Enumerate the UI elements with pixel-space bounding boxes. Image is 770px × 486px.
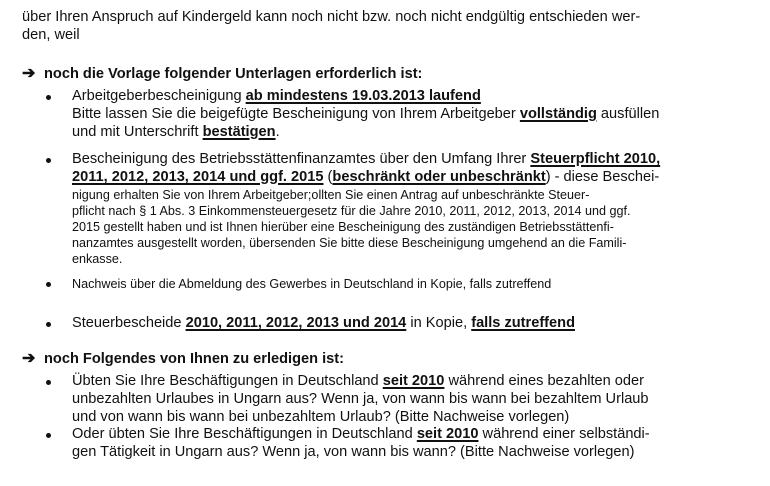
s1-b4-mid: in Kopie, [406, 315, 472, 331]
s1-b3-line: Nachweis über die Abmeldung des Gewerbes in Deutschland in Kopie, falls zutreffend [72, 277, 552, 291]
arrow-right-icon: ➔ [22, 350, 36, 367]
s1-b1-l3-post: . [275, 124, 280, 140]
s1-b2-line6: nanzamtes ausgestellt worden, übersenden Sie bitte diese Bescheinigung umgehend an die Famili- [72, 236, 627, 250]
s1-b1-line2 [72, 106, 659, 123]
s1-b2-line5: 2015 gestellt haben und ist Ihnen hierüber eine Bescheinigung des zuständigen Betriebsstättenfi- [72, 220, 614, 234]
s1-b4-highlight2: falls zutreffend [471, 315, 575, 331]
s1-b1-l3-highlight: bestätigen [202, 124, 276, 140]
s1-b2-l1-highlight: Steuerpflicht 2010, [530, 151, 661, 167]
s1-b4-text: Steuerbescheide [72, 315, 186, 331]
bullet-icon [46, 282, 51, 287]
s2-b1-l1-text: Übten Sie Ihre Beschäftigungen in Deutschland [72, 373, 383, 389]
bullet-icon [46, 322, 51, 327]
s1-b2-line2 [72, 169, 659, 186]
s1-b2-l2-highlight2: beschränkt oder unbeschränkt [332, 169, 546, 185]
s1-b1-l2-text: Bitte lassen Sie die beigefügte Bescheinigung von Ihrem Arbeitgeber [72, 106, 520, 122]
s1-b1-line3 [72, 124, 280, 141]
s2-b2-l1-highlight: seit 2010 [416, 426, 479, 442]
s1-b2-line1 [72, 151, 660, 168]
s1-b1-text: Arbeitgeberbescheinigung [72, 88, 246, 104]
s1-b1-highlight: ab mindestens 19.03.2013 laufend [245, 88, 481, 104]
s1-b2-l2-post: ) - diese Beschei- [545, 169, 660, 185]
s1-b2-l2-highlight1: 2011, 2012, 2013, 2014 und ggf. 2015 [72, 169, 324, 185]
s1-b1-line1 [72, 88, 481, 105]
section2-heading: noch Folgendes von Ihnen zu erledigen ist: [44, 351, 345, 367]
s1-b4-highlight1: 2010, 2011, 2012, 2013 und 2014 [185, 315, 407, 331]
s1-b1-l2-post: ausfüllen [596, 106, 660, 122]
s2-b1-line2: unbezahlten Urlaubes in Ungarn aus? Wenn ja, von wann bis wann bei bezahltem Urlaub [72, 391, 649, 407]
s1-b1-l2-highlight: vollständig [519, 106, 597, 122]
bullet-icon [46, 95, 51, 100]
bullet-icon [46, 433, 51, 438]
section1-heading: noch die Vorlage folgender Unterlagen erforderlich ist: [44, 66, 423, 82]
s2-b1-l1-post: während eines bezahlten oder [444, 373, 644, 389]
intro-line-2: den, weil [22, 27, 80, 43]
s1-b2-l2-mid: ( [323, 169, 333, 185]
bullet-icon [46, 380, 51, 385]
s1-b2-line3: nigung erhalten Sie von Ihrem Arbeitgeber;ollten Sie einen Antrag auf unbeschränkte Steuer- [72, 188, 590, 202]
s1-b4-line [72, 315, 575, 332]
s2-b2-l1-text: Oder übten Sie Ihre Beschäftigungen in Deutschland [72, 426, 417, 442]
s2-b2-l1-post: während einer selbständi- [478, 426, 650, 442]
s1-b2-line7: enkasse. [72, 252, 123, 266]
s2-b2-line1 [72, 426, 650, 443]
bullet-icon [46, 158, 51, 163]
s1-b2-line4: pflicht nach § 1 Abs. 3 Einkommensteuergesetz für die Jahre 2010, 2011, 2012, 2013, 2014 und ggf. [72, 204, 631, 218]
s2-b1-l1-highlight: seit 2010 [382, 373, 445, 389]
s1-b1-l3-text: und mit Unterschrift [72, 124, 203, 140]
arrow-right-icon: ➔ [22, 65, 36, 82]
s2-b1-line3: und von wann bis wann bei unbezahltem Urlaub? (Bitte Nachweise vorlegen) [72, 409, 570, 425]
s1-b2-l1-text: Bescheinigung des Betriebsstättenfinanzamtes über den Umfang Ihrer [72, 151, 531, 167]
s2-b2-line2: gen Tätigkeit in Ungarn aus? Wenn ja, von wann bis wann? (Bitte Nachweise vorlegen) [72, 444, 635, 460]
intro-line-1: über Ihren Anspruch auf Kindergeld kann noch nicht bzw. noch nicht endgültig entschieden wer- [22, 9, 641, 25]
s2-b1-line1 [72, 373, 644, 390]
